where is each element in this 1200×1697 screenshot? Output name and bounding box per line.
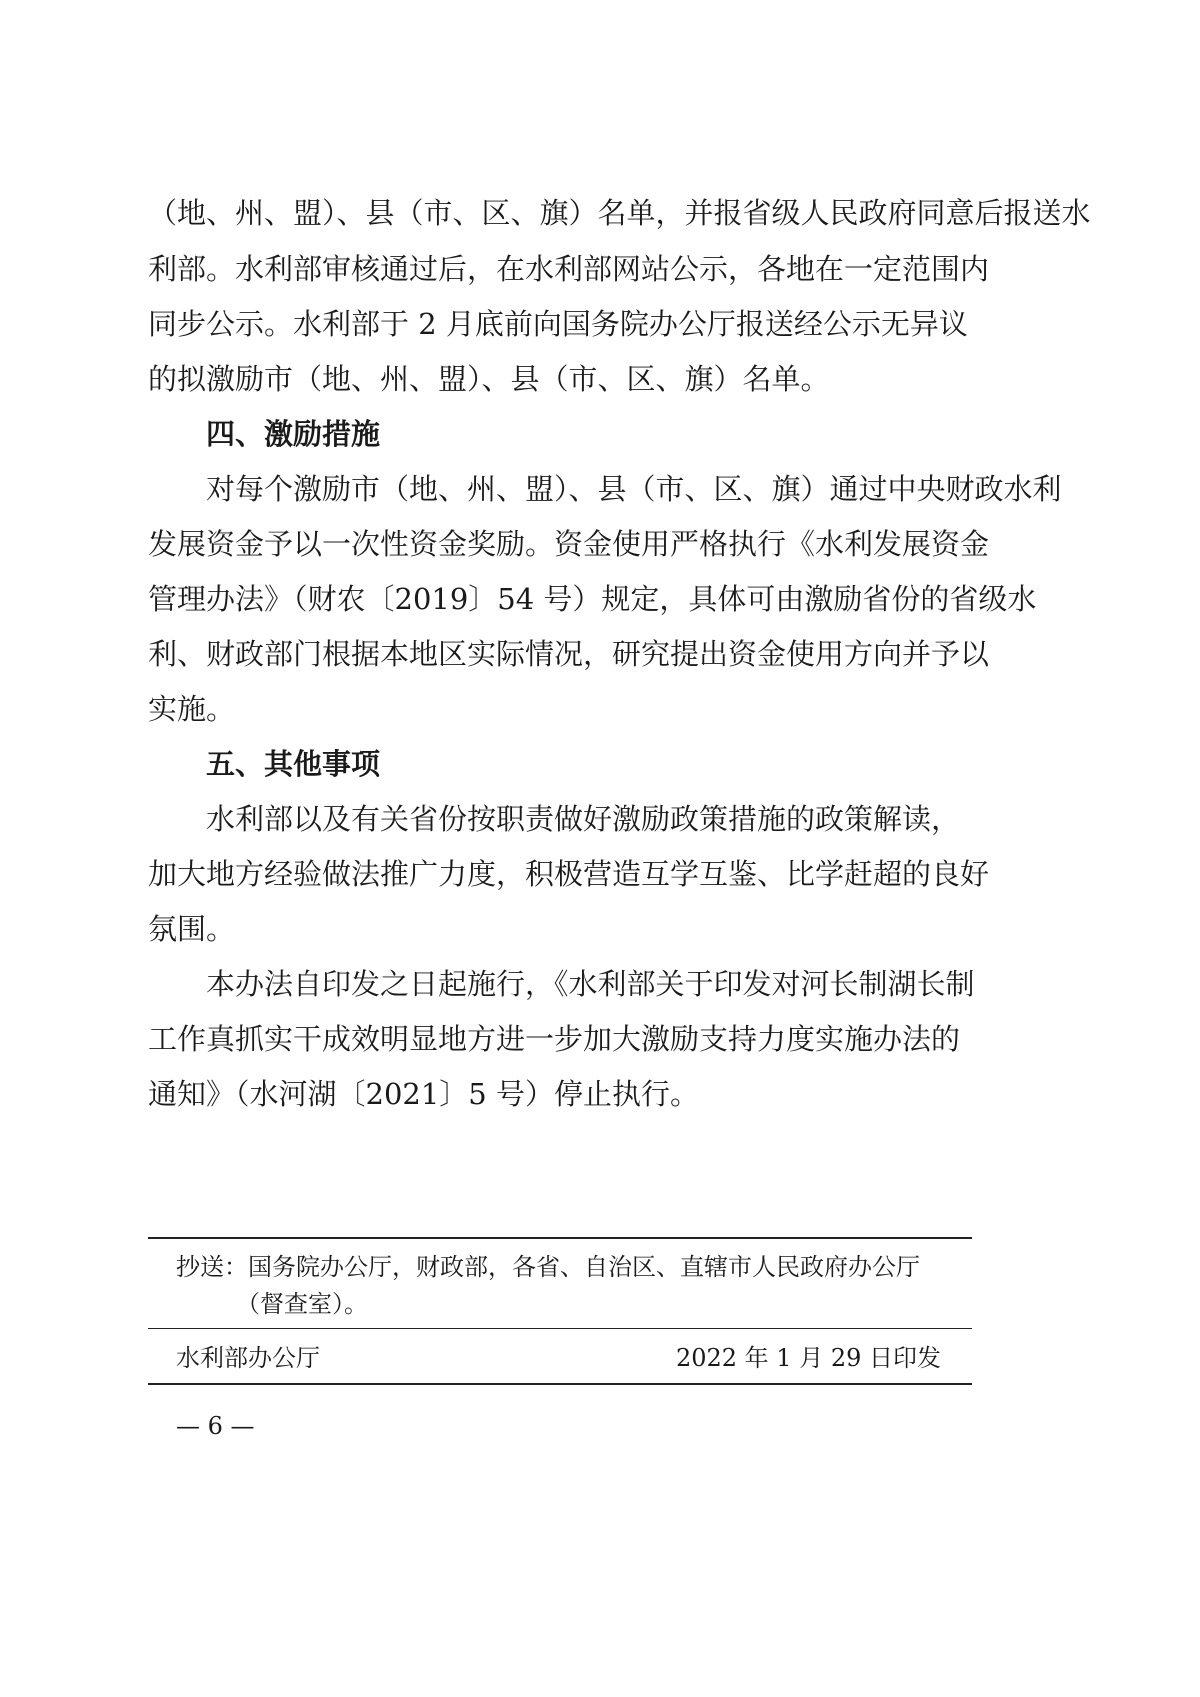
footer-top-rule [148,1237,972,1239]
paragraph-line: 加大地方经验做法推广力度，积极营造互学互鉴、比学赶超的良好 [148,857,990,891]
paragraph-line: 通知》（水河湖〔2021〕5 号）停止执行。 [148,1077,699,1111]
paragraph-line: 水利部以及有关省份按职责做好激励政策措施的政策解读， [206,802,961,836]
paragraph-line: 实施。 [148,692,236,726]
cc-recipients-line: （督查室）。 [236,1290,368,1318]
paragraph-line: 利、财政部门根据本地区实际情况，研究提出资金使用方向并予以 [148,637,990,671]
paragraph-line: （地、州、盟）、县（市、区、旗）名单，并报省级人民政府同意后报送水 [148,196,1091,230]
section-heading-incentive-measures: 四、激励措施 [206,417,381,451]
cc-recipients-line: 抄送：国务院办公厅，财政部，各省、自治区、直辖市人民政府办公厅 [176,1253,920,1281]
paragraph-line: 发展资金予以一次性资金奖励。资金使用严格执行《水利发展资金 [148,527,990,561]
page-number: — 6 — [176,1412,255,1440]
paragraph-line: 的拟激励市（地、州、盟）、县（市、区、旗）名单。 [148,362,830,396]
footer-middle-rule [148,1328,972,1329]
paragraph-line: 管理办法》（财农〔2019〕54 号）规定，具体可由激励省份的省级水 [148,582,1037,616]
paragraph-line: 对每个激励市（地、州、盟）、县（市、区、旗）通过中央财政水利 [206,472,1062,506]
paragraph-line: 氛围。 [148,912,236,946]
paragraph-line: 本办法自印发之日起施行，《水利部关于印发对河长制湖长制 [206,967,975,1001]
issuer: 水利部办公厅 [176,1344,320,1372]
paragraph-line: 利部。水利部审核通过后，在水利部网站公示，各地在一定范围内 [148,252,990,286]
paragraph-line: 同步公示。水利部于 2 月底前向国务院办公厅报送经公示无异议 [148,307,968,341]
section-heading-other-matters: 五、其他事项 [206,747,381,781]
paragraph-line: 工作真抓实干成效明显地方进一步加大激励支持力度实施办法的 [148,1022,961,1056]
issue-date: 2022 年 1 月 29 日印发 [675,1344,941,1372]
footer-bottom-rule [148,1383,972,1385]
